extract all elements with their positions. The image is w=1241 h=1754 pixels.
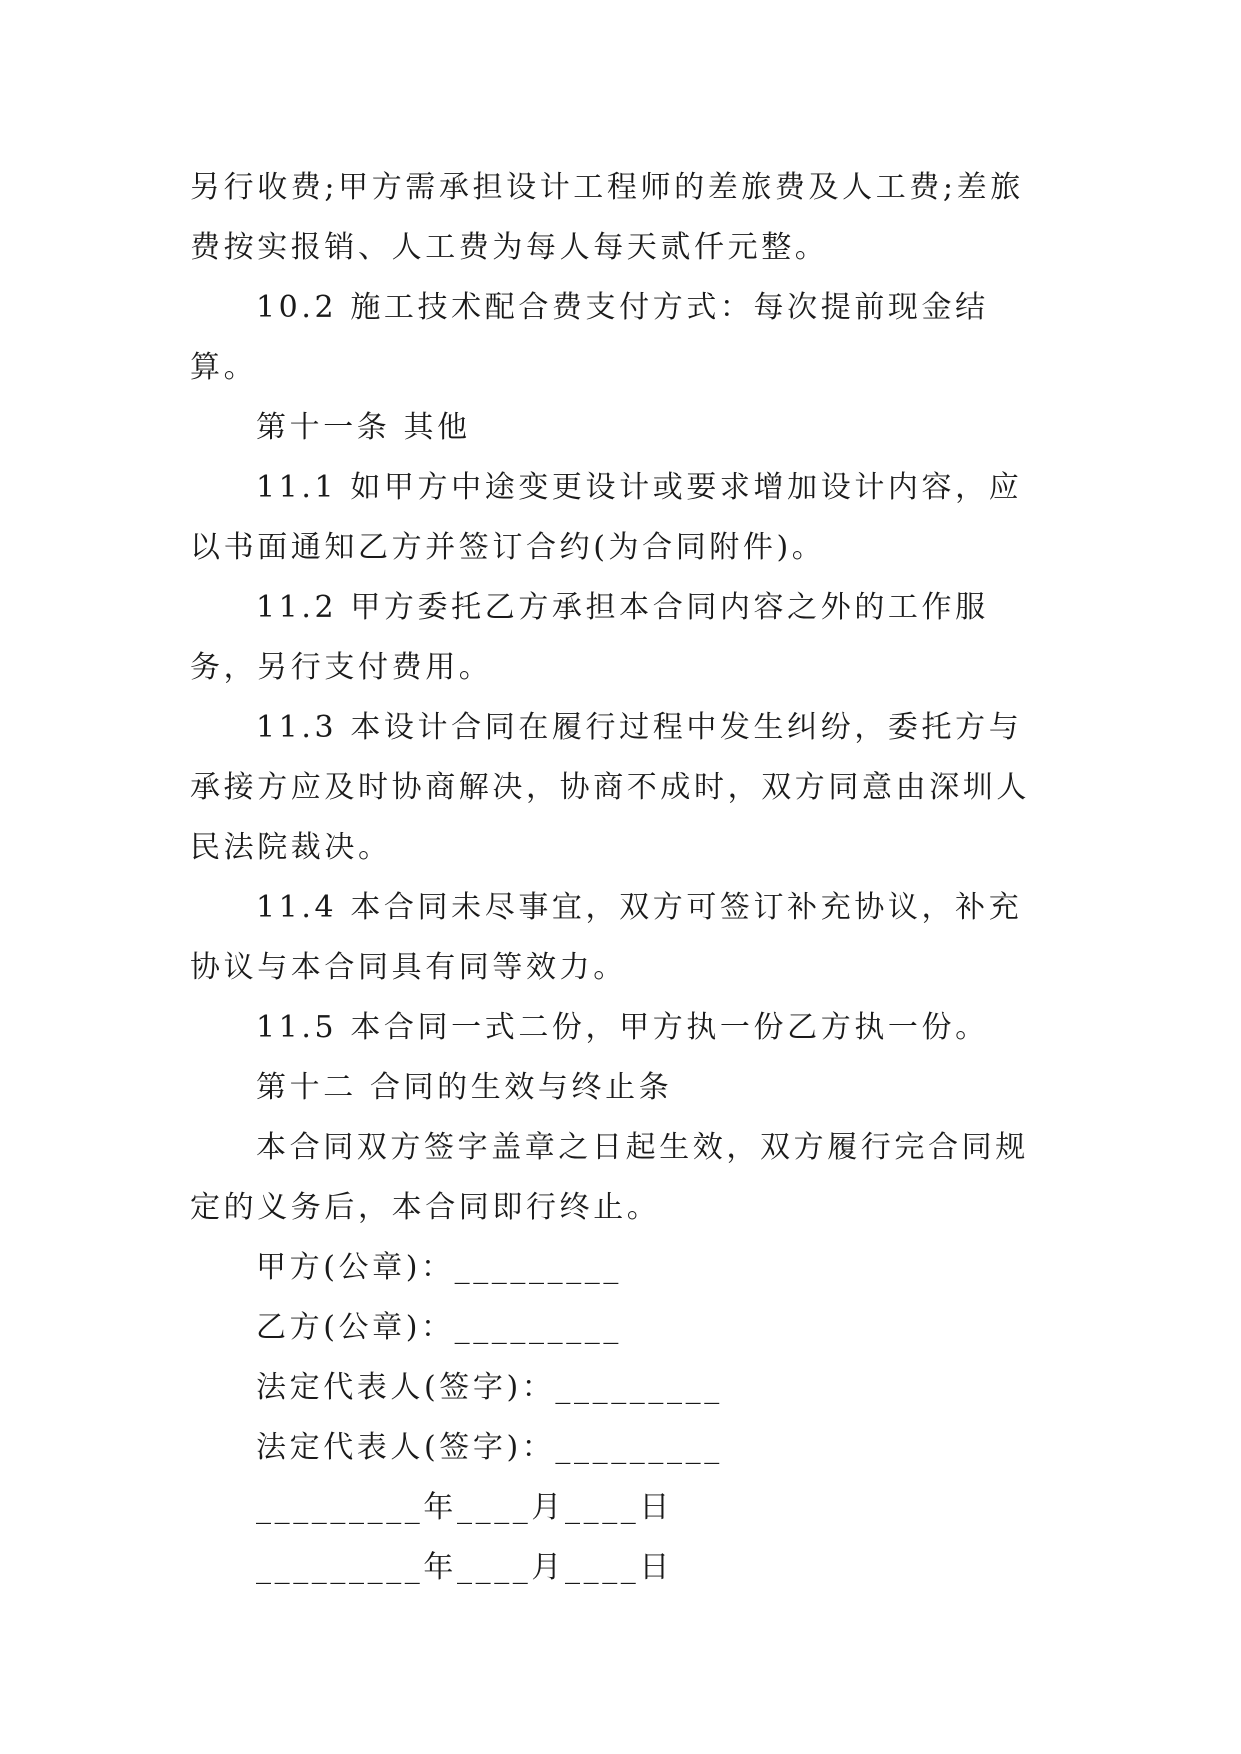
heading-article-12: 第十二 合同的生效与终止条	[256, 1070, 673, 1105]
paragraph-clause-11-3: 11.3 本设计合同在履行过程中发生纠纷，委托方与承接方应及时协商解决，协商不成时，双方同意由深圳人民法院裁决。	[190, 710, 1030, 865]
signature-legal-rep-2: 法定代表人(签字)：_________	[256, 1430, 723, 1465]
paragraph-continuation: 另行收费;甲方需承担设计工程师的差旅费及人工费;差旅费按实报销、人工费为每人每天贰仟元整。	[190, 170, 1024, 265]
date-line-1: _________年____月____日	[256, 1490, 673, 1525]
document-body	[190, 158, 1050, 1598]
paragraph-clause-11-2: 11.2 甲方委托乙方承担本合同内容之外的工作服务，另行支付费用。	[190, 590, 989, 685]
heading-article-11: 第十一条 其他	[256, 410, 471, 445]
paragraph-clause-10-2: 10.2 施工技术配合费支付方式：每次提前现金结算。	[190, 290, 989, 385]
date-line-2: _________年____月____日	[256, 1550, 673, 1585]
paragraph-clause-11-4: 11.4 本合同未尽事宜，双方可签订补充协议，补充协议与本合同具有同等效力。	[190, 890, 1023, 985]
signature-party-b-seal: 乙方(公章)：_________	[256, 1310, 623, 1345]
paragraph-effectiveness: 本合同双方签字盖章之日起生效，双方履行完合同规定的义务后，本合同即行终止。	[190, 1130, 1029, 1225]
paragraph-clause-11-1: 11.1 如甲方中途变更设计或要求增加设计内容，应以书面通知乙方并签订合约(为合同附件)。	[190, 470, 1023, 565]
signature-party-a-seal: 甲方(公章)：_________	[256, 1250, 623, 1285]
paragraph-clause-11-5: 11.5 本合同一式二份，甲方执一份乙方执一份。	[256, 1010, 989, 1045]
signature-legal-rep-1: 法定代表人(签字)：_________	[256, 1370, 723, 1405]
